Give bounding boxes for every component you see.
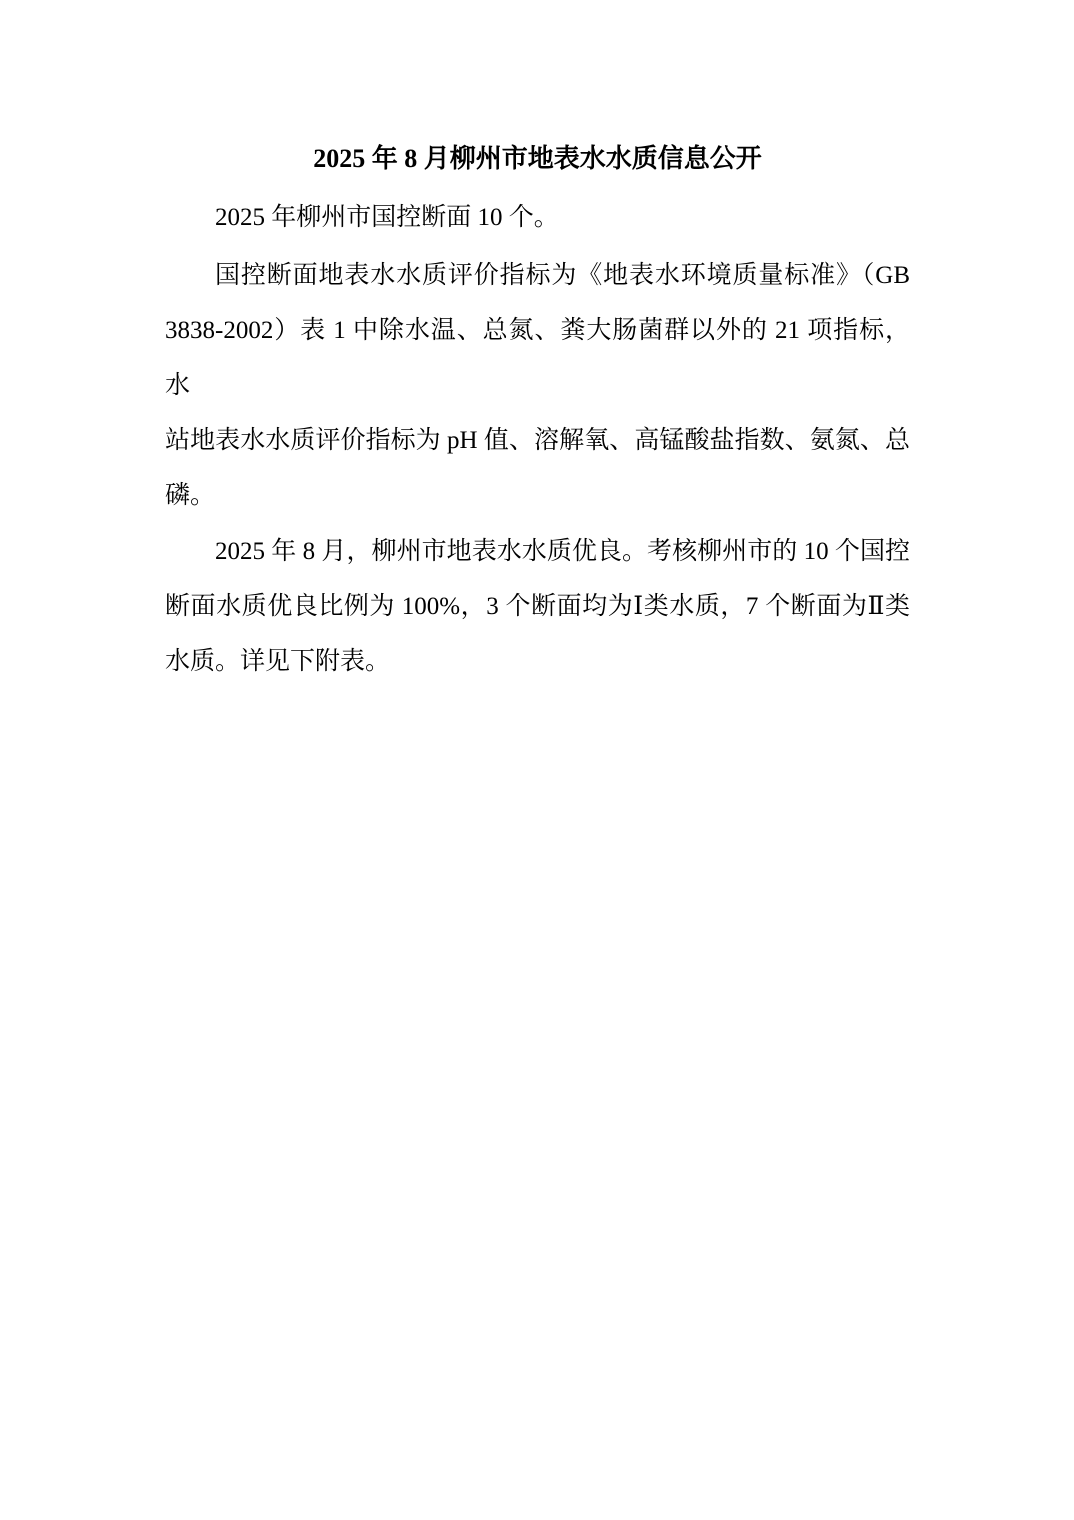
text-line: 3838-2002）表 1 中除水温、总氮、粪大肠菌群以外的 21 项指标，水 (165, 317, 910, 399)
paragraph-2 (165, 248, 910, 523)
document-content (0, 0, 1074, 689)
paragraph-3 (165, 524, 910, 689)
text-line: 国控断面地表水水质评价指标为《地表水环境质量标准》（GB (215, 262, 910, 289)
text-line: 2025 年柳州市国控断面 10 个。 (215, 204, 559, 231)
text-line: 磷。 (165, 482, 216, 509)
text-line: 站地表水水质评价指标为 pH 值、溶解氧、高锰酸盐指数、氨氮、总 (165, 427, 910, 454)
text-line: 2025 年 8 月，柳州市地表水水质优良。考核柳州市的 10 个国控 (215, 538, 910, 565)
text-line: 断面水质优良比例为 100%，3 个断面均为Ⅰ类水质，7 个断面为Ⅱ类 (165, 593, 910, 620)
text-line: 水质。详见下附表。 (165, 648, 391, 675)
paragraph-1 (165, 190, 910, 245)
document-title: 2025 年 8 月柳州市地表水水质信息公开 (313, 144, 762, 173)
